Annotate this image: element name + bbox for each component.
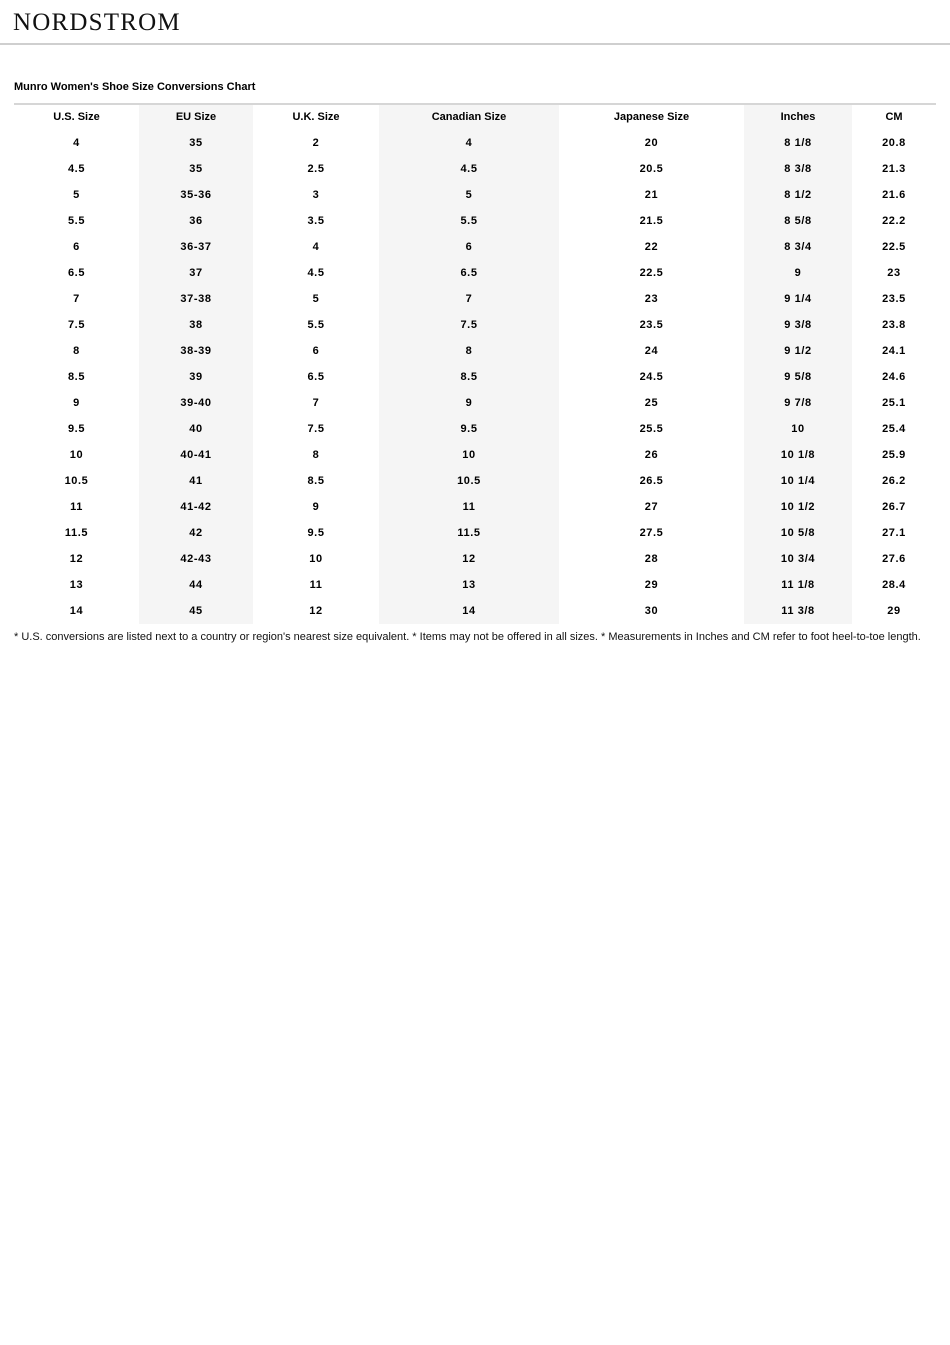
cell-cm: 21.6: [882, 189, 906, 201]
cell-uk-size: 3: [312, 189, 320, 201]
cell-inches: 10 5/8: [744, 520, 852, 546]
cell-eu-size: 38: [139, 312, 253, 338]
cell-eu-size: 40: [139, 416, 253, 442]
table-row: [14, 520, 936, 546]
cell-uk-size: 11: [309, 579, 323, 591]
column-header-us-size: U.S. Size: [53, 111, 100, 123]
cell-canadian-size: 6: [379, 234, 559, 260]
table-row: [14, 364, 936, 390]
site-header: [0, 0, 950, 45]
cell-cm: 25.1: [882, 397, 906, 409]
cell-uk-size: 2.5: [307, 163, 325, 175]
cell-japanese-size: 20.5: [639, 163, 664, 175]
cell-canadian-size: 6.5: [379, 260, 559, 286]
cell-japanese-size: 22: [644, 241, 659, 253]
cell-uk-size: 9: [312, 501, 320, 513]
cell-inches: 8 1/8: [744, 130, 852, 156]
cell-canadian-size: 7: [379, 286, 559, 312]
column-header-canadian-size: Canadian Size: [379, 104, 559, 130]
cell-cm: 22.2: [882, 215, 906, 227]
table-row: [14, 572, 936, 598]
column-header-eu-size: EU Size: [139, 104, 253, 130]
cell-japanese-size: 25.5: [639, 423, 664, 435]
cell-inches: 10 1/8: [744, 442, 852, 468]
cell-cm: 22.5: [882, 241, 906, 253]
cell-us-size: 6: [73, 241, 80, 253]
cell-japanese-size: 30: [644, 605, 659, 617]
cell-cm: 21.3: [882, 163, 906, 175]
cell-canadian-size: 11.5: [379, 520, 559, 546]
cell-inches: 10 1/2: [744, 494, 852, 520]
table-row: [14, 546, 936, 572]
cell-canadian-size: 12: [379, 546, 559, 572]
cell-inches: 9 3/8: [744, 312, 852, 338]
cell-eu-size: 36: [139, 208, 253, 234]
cell-inches: 8 3/4: [744, 234, 852, 260]
table-row: [14, 416, 936, 442]
cell-us-size: 8.5: [67, 371, 86, 383]
cell-inches: 9: [744, 260, 852, 286]
cell-uk-size: 2: [312, 137, 320, 149]
cell-us-size: 10: [69, 449, 84, 461]
cell-uk-size: 8: [312, 449, 320, 461]
cell-japanese-size: 25: [644, 397, 659, 409]
cell-us-size: 10.5: [64, 475, 89, 487]
cell-eu-size: 42-43: [139, 546, 253, 572]
size-conversion-table: [14, 103, 936, 624]
cell-japanese-size: 23: [644, 293, 659, 305]
column-header-japanese-size: Japanese Size: [613, 111, 690, 123]
column-header-uk-size: U.K. Size: [292, 111, 340, 123]
cell-us-size: 4.5: [67, 163, 86, 175]
cell-uk-size: 12: [309, 605, 323, 617]
cell-canadian-size: 9: [379, 390, 559, 416]
cell-canadian-size: 8.5: [379, 364, 559, 390]
cell-eu-size: 38-39: [139, 338, 253, 364]
cell-inches: 10 3/4: [744, 546, 852, 572]
cell-japanese-size: 23.5: [639, 319, 664, 331]
table-row: [14, 182, 936, 208]
table-row: [14, 390, 936, 416]
cell-cm: 25.4: [882, 423, 906, 435]
cell-canadian-size: 8: [379, 338, 559, 364]
cell-canadian-size: 13: [379, 572, 559, 598]
table-row: [14, 442, 936, 468]
cell-canadian-size: 5: [379, 182, 559, 208]
cell-japanese-size: 27.5: [639, 527, 664, 539]
cell-inches: 10: [744, 416, 852, 442]
cell-canadian-size: 5.5: [379, 208, 559, 234]
table-row: [14, 468, 936, 494]
cell-cm: 23.8: [882, 319, 906, 331]
cell-japanese-size: 24: [644, 345, 659, 357]
table-header-row: [14, 104, 936, 130]
cell-uk-size: 10: [309, 553, 323, 565]
cell-canadian-size: 7.5: [379, 312, 559, 338]
cell-uk-size: 7: [312, 397, 320, 409]
cell-uk-size: 6: [312, 345, 320, 357]
cell-canadian-size: 4.5: [379, 156, 559, 182]
cell-canadian-size: 10.5: [379, 468, 559, 494]
cell-us-size: 13: [69, 579, 84, 591]
cell-eu-size: 40-41: [139, 442, 253, 468]
cell-us-size: 6.5: [67, 267, 86, 279]
nordstrom-logo[interactable]: NORDSTROM: [13, 9, 181, 36]
cell-uk-size: 5: [312, 293, 320, 305]
cell-uk-size: 6.5: [307, 371, 325, 383]
cell-canadian-size: 11: [379, 494, 559, 520]
cell-japanese-size: 29: [644, 579, 659, 591]
cell-us-size: 14: [69, 605, 84, 617]
cell-cm: 20.8: [882, 137, 906, 149]
table-row: [14, 598, 936, 624]
cell-canadian-size: 10: [379, 442, 559, 468]
column-header-cm: CM: [885, 111, 903, 123]
cell-eu-size: 45: [139, 598, 253, 624]
table-row: [14, 130, 936, 156]
cell-inches: 9 5/8: [744, 364, 852, 390]
cell-eu-size: 39: [139, 364, 253, 390]
cell-japanese-size: 28: [644, 553, 659, 565]
cell-uk-size: 9.5: [307, 527, 325, 539]
cell-cm: 24.6: [882, 371, 906, 383]
table-row: [14, 286, 936, 312]
cell-eu-size: 37: [139, 260, 253, 286]
table-row: [14, 208, 936, 234]
cell-cm: 28.4: [882, 579, 906, 591]
cell-eu-size: 39-40: [139, 390, 253, 416]
cell-japanese-size: 20: [644, 137, 659, 149]
cell-japanese-size: 26: [644, 449, 659, 461]
cell-uk-size: 8.5: [307, 475, 325, 487]
cell-canadian-size: 14: [379, 598, 559, 624]
cell-uk-size: 7.5: [307, 423, 325, 435]
cell-inches: 9 7/8: [744, 390, 852, 416]
cell-cm: 26.7: [882, 501, 906, 513]
cell-japanese-size: 21: [644, 189, 659, 201]
cell-eu-size: 37-38: [139, 286, 253, 312]
table-row: [14, 260, 936, 286]
cell-eu-size: 35: [139, 130, 253, 156]
footnote: * U.S. conversions are listed next to a country or region's nearest size equivalent. * Items may not be offered in all sizes. * Measurements in Inches and CM refer to foot heel-to-toe length.: [14, 631, 921, 643]
cell-cm: 26.2: [882, 475, 906, 487]
cell-inches: 9 1/4: [744, 286, 852, 312]
cell-us-size: 11: [70, 501, 83, 513]
cell-inches: 8 1/2: [744, 182, 852, 208]
cell-cm: 27.1: [882, 527, 906, 539]
cell-us-size: 12: [69, 553, 84, 565]
cell-uk-size: 5.5: [307, 319, 325, 331]
cell-eu-size: 41-42: [139, 494, 253, 520]
table-row: [14, 312, 936, 338]
cell-cm: 27.6: [882, 553, 906, 565]
table-row: [14, 338, 936, 364]
cell-eu-size: 42: [139, 520, 253, 546]
cell-eu-size: 35-36: [139, 182, 253, 208]
cell-cm: 23: [887, 267, 901, 279]
cell-canadian-size: 9.5: [379, 416, 559, 442]
cell-us-size: 9: [73, 397, 80, 409]
cell-inches: 9 1/2: [744, 338, 852, 364]
cell-us-size: 4: [73, 137, 80, 149]
cell-uk-size: 4.5: [307, 267, 325, 279]
cell-japanese-size: 22.5: [639, 267, 664, 279]
cell-cm: 24.1: [882, 345, 906, 357]
cell-us-size: 11.5: [64, 527, 89, 539]
cell-eu-size: 44: [139, 572, 253, 598]
cell-japanese-size: 21.5: [639, 215, 664, 227]
cell-us-size: 8: [73, 345, 80, 357]
table-row: [14, 156, 936, 182]
cell-inches: 11 3/8: [744, 598, 852, 624]
cell-us-size: 5: [73, 189, 80, 201]
cell-inches: 10 1/4: [744, 468, 852, 494]
cell-cm: 29: [887, 605, 901, 617]
cell-uk-size: 3.5: [307, 215, 325, 227]
cell-eu-size: 35: [139, 156, 253, 182]
cell-uk-size: 4: [312, 241, 320, 253]
cell-canadian-size: 4: [379, 130, 559, 156]
cell-us-size: 7.5: [67, 319, 86, 331]
cell-us-size: 7: [73, 293, 80, 305]
cell-cm: 25.9: [882, 449, 906, 461]
cell-japanese-size: 26.5: [639, 475, 664, 487]
table-row: [14, 494, 936, 520]
cell-us-size: 5.5: [67, 215, 86, 227]
table-body: [14, 130, 936, 624]
cell-cm: 23.5: [882, 293, 906, 305]
table-row: [14, 234, 936, 260]
cell-inches: 8 5/8: [744, 208, 852, 234]
cell-eu-size: 36-37: [139, 234, 253, 260]
chart-title: Munro Women's Shoe Size Conversions Chart: [14, 81, 256, 93]
cell-japanese-size: 27: [644, 501, 659, 513]
cell-japanese-size: 24.5: [639, 371, 664, 383]
cell-inches: 11 1/8: [744, 572, 852, 598]
cell-eu-size: 41: [139, 468, 253, 494]
column-header-inches: Inches: [744, 104, 852, 130]
cell-us-size: 9.5: [67, 423, 86, 435]
cell-inches: 8 3/8: [744, 156, 852, 182]
